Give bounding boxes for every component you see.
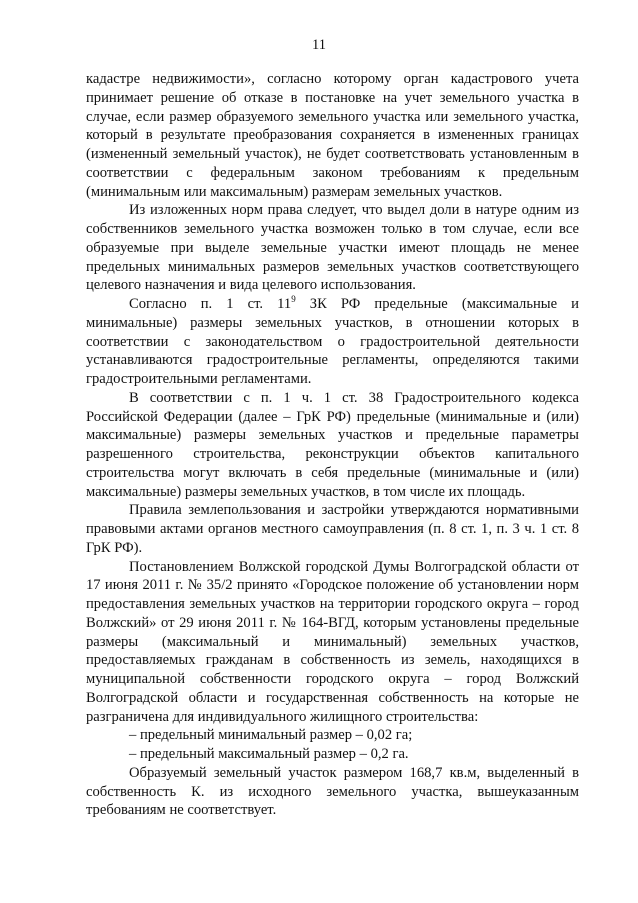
body-text (86, 70, 579, 820)
article-superscript: 9 (291, 294, 296, 304)
paragraph-3-rest: ЗК РФ предельные (максимальные и минимальные) размеры земельных участков, в отношении которых в соответствии с законодательством о градостроительной деятельности устанавливаются градостроительные регламенты, определяются такими градостроительными регламентами. (86, 296, 579, 387)
list-item-max-size: – предельный максимальный размер – 0,2 га. (129, 746, 409, 762)
paragraph-5: Правила землепользования и застройки утверждаются нормативными правовыми актами органов местного самоуправления (п. 8 ст. 1, п. 3 ч. 1 ст. 8 ГрК РФ). (86, 502, 579, 556)
paragraph-1: кадастре недвижимости», согласно которому орган кадастрового учета принимает решение об отказе в постановке на учет земельного участка в случае, если размер образуемого земельного участка или земельного участка, который в результате преобразования сохраняется в измененных границах (измененный земельный участок), не будет соответствовать установленным в соответствии с федеральным законом требованиям к предельным (минимальным или максимальным) размерам земельных участков. (86, 71, 579, 200)
paragraph-7: Образуемый земельный участок размером 168,7 кв.м, выделенный в собственность К. из исходного земельного участка, вышеуказанным требованиям не соответствует. (86, 764, 579, 819)
paragraph-3 (86, 295, 579, 389)
page-number: 11 (312, 37, 326, 53)
paragraph-2: Из изложенных норм права следует, что выдел доли в натуре одним из собственников земельного участка возможен только в том случае, если все образуемые при выделе земельные участки имеют площадь не менее предельных минимальных размеров земельных участков соответствующего целевого назначения и вида целевого использования. (86, 202, 579, 294)
paragraph-4: В соответствии с п. 1 ч. 1 ст. 38 Градостроительного кодекса Российской Федерации (далее – ГрК РФ) предельные (минимальные и (или) максимальные) размеры земельных участков и предельные параметры разрешенного строительства, реконструкции объектов капитального строительства могут включать в себя предельные (минимальные и (или) максимальные) размеры земельных участков, в том числе их площадь. (86, 389, 579, 500)
paragraph-6: Постановлением Волжской городской Думы Волгоградской области от 17 июня 2011 г. № 35/2 принято «Городское положение об установлении норм предоставления земельных участков на территории городского округа – город Волжский» от 29 июня 2011 г. № 164-ВГД, которым установлены предельные размеры (максимальный и минимальный) земельных участков, предоставляемых гражданам в собственность из земель, находящихся в муниципальной собственности городского округа – город Волжский Волгоградской области и государственная собственность на которые не разграничена для индивидуального жилищного строительства: (86, 558, 579, 725)
paragraph-3-start: Согласно п. 1 ст. 11 (129, 296, 292, 312)
list-item-min-size: – предельный минимальный размер – 0,02 га; (129, 727, 413, 744)
